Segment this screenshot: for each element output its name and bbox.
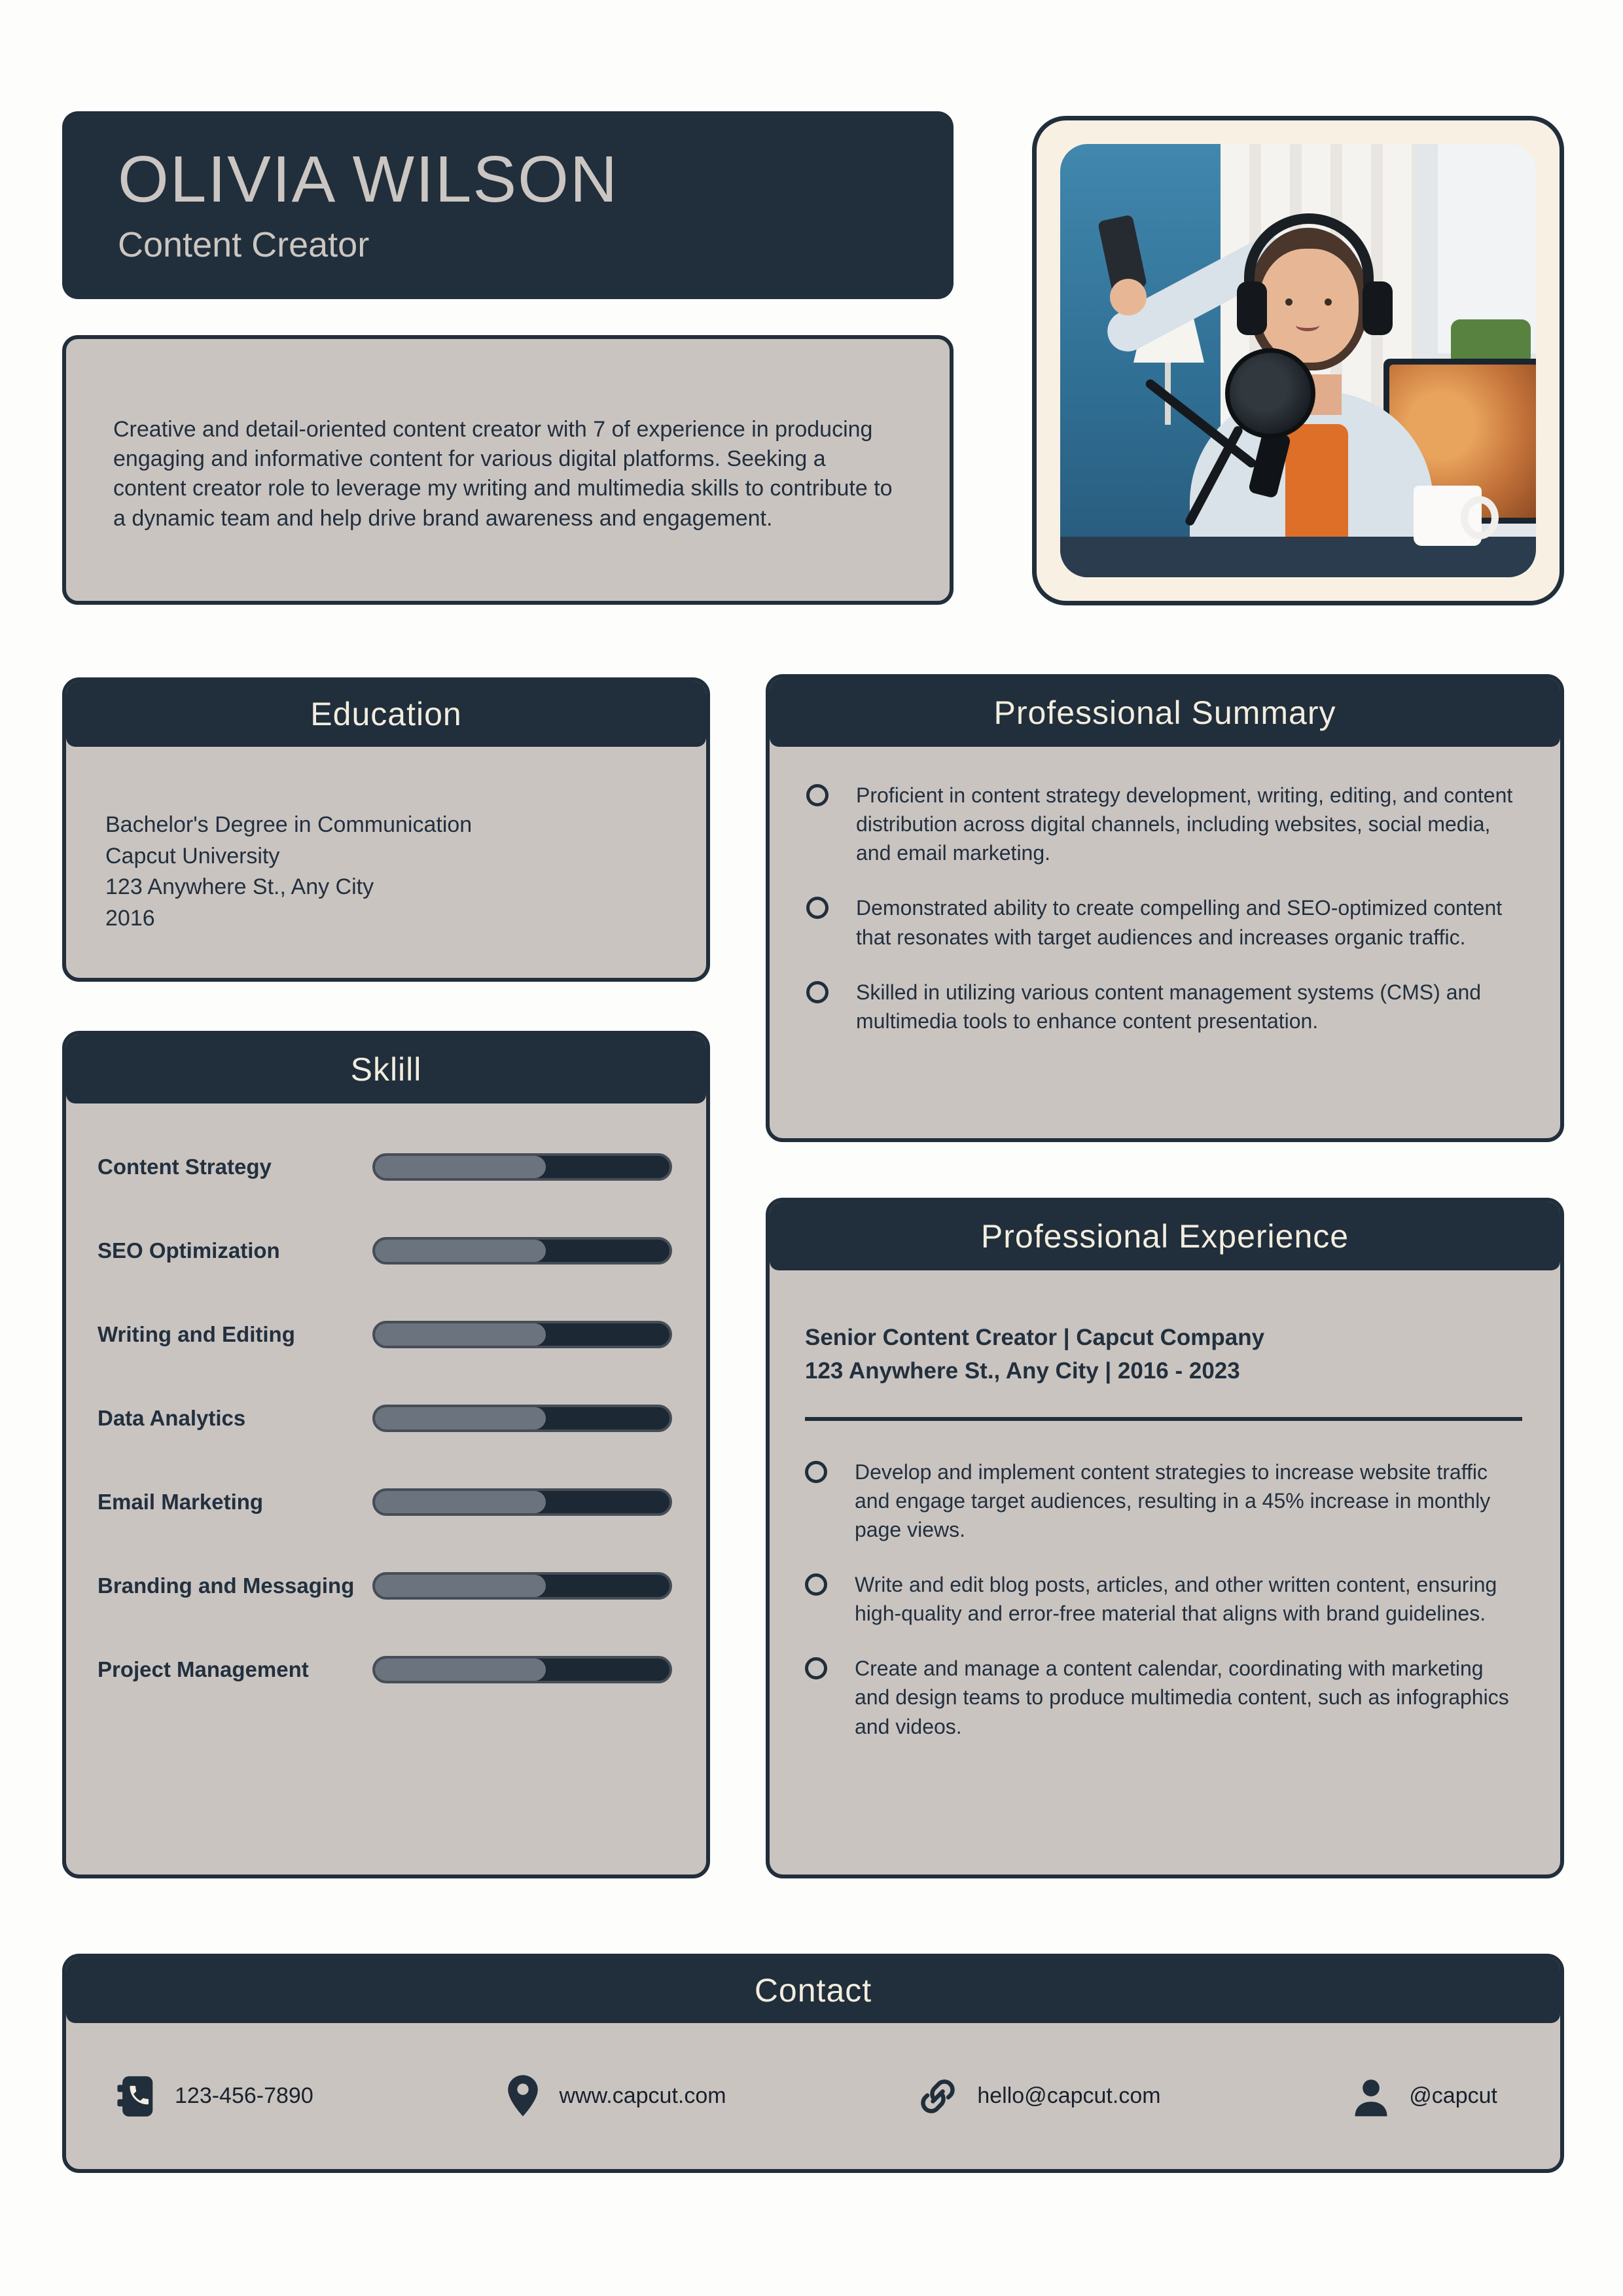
name-banner: [62, 111, 954, 299]
contact-body: [66, 2023, 1560, 2169]
bullet-circle-icon: [806, 784, 829, 806]
skill-progress-bar: [372, 1656, 672, 1683]
summary-bullet-text: Proficient in content strategy development, writing, editing, and content distribution across digital channels, including websites, social media, and email marketing.: [856, 783, 1513, 865]
skill-progress-bar: [372, 1488, 672, 1516]
contact-item-phone: [117, 2075, 313, 2118]
link-icon: [918, 2077, 957, 2116]
photo-plant: [1451, 319, 1531, 360]
skill-label: Project Management: [98, 1657, 309, 1681]
photo-hand: [1110, 279, 1147, 315]
education-degree: Bachelor's Degree in Communication: [105, 812, 473, 837]
skill-label: SEO Optimization: [98, 1238, 280, 1263]
photo-microphone-pop-filter: [1225, 348, 1315, 439]
bullet-circle-icon: [806, 897, 829, 919]
contact-item-email: [918, 2077, 1160, 2116]
bullet-circle-icon: [805, 1461, 827, 1483]
about-summary-box: [62, 335, 954, 605]
photo-eye-left: [1285, 298, 1293, 306]
list-item: [805, 1654, 1522, 1740]
skill-progress-fill: [375, 1659, 546, 1681]
profile-photo-frame: [1032, 116, 1564, 605]
skills-body: [66, 1103, 706, 1874]
experience-role: Senior Content Creator | Capcut Company: [805, 1325, 1265, 1350]
education-body: [66, 747, 706, 978]
skill-progress-bar: [372, 1237, 672, 1265]
list-item: [805, 1570, 1522, 1628]
list-item: [806, 781, 1520, 867]
experience-heading: Professional Experience: [770, 1202, 1560, 1270]
about-summary-text: Creative and detail-oriented content creator with 7 of experience in producing engaging and informative content for various digital platforms. Seeking a content creator role to leverage my writing and multimedia skills to contribute to a dynamic team and help drive brand awareness and engagement.: [113, 417, 893, 531]
experience-meta: 123 Anywhere St., Any City | 2016 - 2023: [805, 1357, 1240, 1384]
skill-progress-fill: [375, 1575, 546, 1597]
skill-row: [98, 1572, 672, 1600]
skill-progress-fill: [375, 1407, 546, 1429]
bullet-circle-icon: [805, 1657, 827, 1679]
skill-progress-fill: [375, 1156, 546, 1178]
skill-progress-fill: [375, 1323, 546, 1346]
skill-row: [98, 1656, 672, 1683]
education-year: 2016: [105, 905, 155, 931]
skill-row: [98, 1237, 672, 1265]
education-section: [62, 677, 710, 982]
summary-bullet-text: Skilled in utilizing various content management systems (CMS) and multimedia tools to enhance content presentation.: [856, 980, 1482, 1033]
skill-progress-bar: [372, 1405, 672, 1432]
contact-website-value[interactable]: www.capcut.com: [559, 2083, 726, 2108]
skill-progress-fill: [375, 1491, 546, 1513]
user-icon: [1353, 2076, 1389, 2117]
contact-section: [62, 1954, 1564, 2173]
experience-bullet-text: Develop and implement content strategies to increase website traffic and engage target audiences, resulting in a 45% increase in monthly page views.: [855, 1460, 1491, 1541]
photo-eye-right: [1325, 298, 1332, 306]
location-icon: [506, 2075, 540, 2118]
contact-social-value[interactable]: @capcut: [1409, 2083, 1497, 2108]
skill-row: [98, 1321, 672, 1348]
list-item: [806, 893, 1520, 951]
contact-heading: Contact: [66, 1958, 1560, 2023]
experience-bullet-text: Write and edit blog posts, articles, and other written content, ensuring high-quality and error-free material that aligns with brand guidelines.: [855, 1572, 1497, 1626]
summary-bullet-text: Demonstrated ability to create compelling and SEO-optimized content that resonates with target audiences and increases organic traffic.: [856, 896, 1503, 949]
photo-mug: [1414, 486, 1482, 546]
skill-progress-fill: [375, 1240, 546, 1262]
contact-phone-value[interactable]: 123-456-7890: [175, 2083, 313, 2108]
photo-earcup-right: [1363, 281, 1393, 335]
list-item: [805, 1458, 1522, 1544]
skill-label: Data Analytics: [98, 1406, 246, 1430]
education-school: Capcut University: [105, 843, 280, 869]
experience-bullet-text: Create and manage a content calendar, coordinating with marketing and design teams to produce multimedia content, such as infographics and videos.: [855, 1657, 1509, 1738]
professional-summary-section: [766, 674, 1564, 1142]
skill-label: Content Strategy: [98, 1155, 272, 1179]
experience-body: [770, 1270, 1560, 1874]
skill-progress-bar: [372, 1153, 672, 1181]
contact-item-social: [1353, 2076, 1497, 2117]
skills-section: [62, 1031, 710, 1878]
professional-summary-heading: Professional Summary: [770, 678, 1560, 747]
skill-row: [98, 1488, 672, 1516]
experience-divider: [805, 1417, 1522, 1421]
skill-row: [98, 1153, 672, 1181]
skill-row: [98, 1405, 672, 1432]
contact-item-website: [506, 2075, 726, 2118]
skill-label: Writing and Editing: [98, 1322, 295, 1346]
skill-progress-bar: [372, 1572, 672, 1600]
education-heading: Education: [66, 681, 706, 747]
person-name: OLIVIA WILSON: [118, 143, 619, 216]
phone-icon: [117, 2075, 155, 2118]
skill-label: Branding and Messaging: [98, 1573, 355, 1598]
profile-photo: [1060, 144, 1536, 577]
skills-heading: Sklill: [66, 1035, 706, 1103]
experience-section: [766, 1198, 1564, 1878]
photo-earcup-left: [1237, 281, 1267, 335]
bullet-circle-icon: [806, 981, 829, 1003]
list-item: [806, 978, 1520, 1035]
bullet-circle-icon: [805, 1573, 827, 1596]
contact-email-value[interactable]: hello@capcut.com: [977, 2083, 1161, 2108]
professional-summary-body: [770, 747, 1560, 1138]
skill-label: Email Marketing: [98, 1490, 264, 1514]
skill-progress-bar: [372, 1321, 672, 1348]
person-role: Content Creator: [118, 225, 370, 264]
photo-smile: [1296, 319, 1319, 331]
education-address: 123 Anywhere St., Any City: [105, 874, 374, 900]
